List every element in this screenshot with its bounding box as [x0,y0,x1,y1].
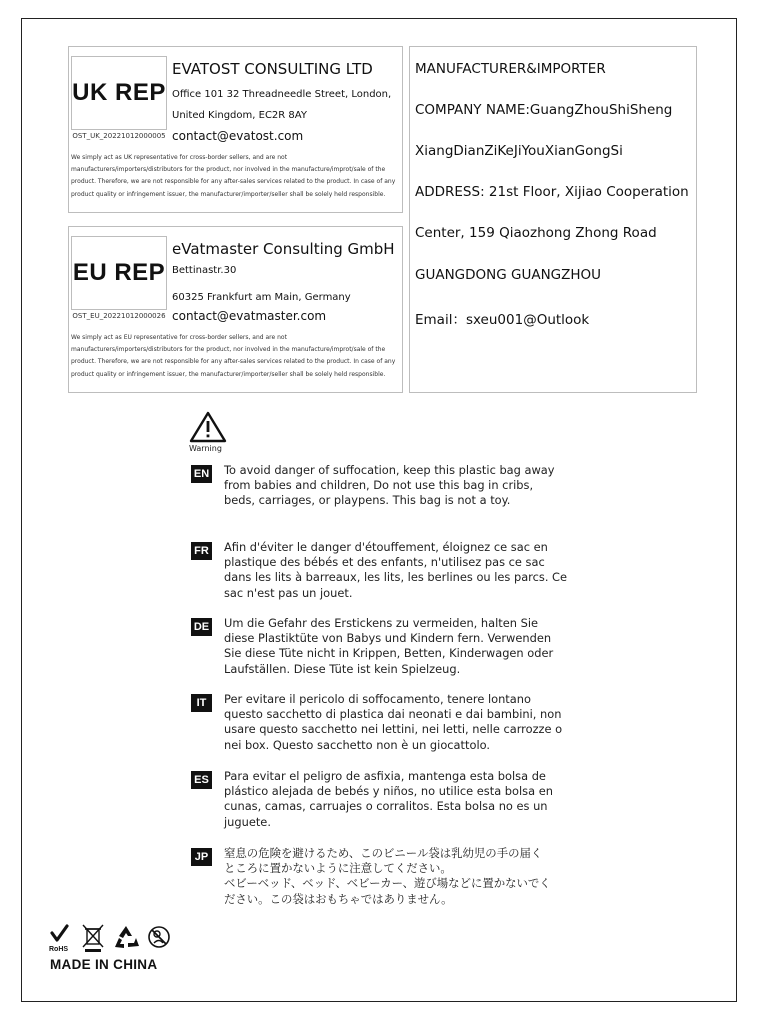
made-in-china: MADE IN CHINA [50,957,158,972]
lang-text-it: Per evitare il pericolo di soffocamento, tenere lontano questo sacchetto di plastica dai neonati e dai bambini, non usare questo sacchetto nei lettini, nei letti, nelle carrozze o nei box. Questo sacchetto non è un giocattolo. [224,692,563,752]
manufacturer-email: Email：sxeu001@Outlook [415,312,590,328]
lang-badge-it: IT [191,694,212,712]
uk-rep-disclaimer: We simply act as UK representative for cross-border sellers, and are not manufacturers/importers/distributors for the product, nor involved in the manufacture/improt/sale of the product. Therefore, we are not responsible for any after-sales services related to the product. In case of any product quality or infringement issuer, the manufacturer/importer/seller shall be solely held responsible. [71,154,396,198]
weee-bin-icon [83,925,103,952]
manufacturer-box [409,46,697,393]
lang-badge-en: EN [191,465,212,483]
lang-text-fr: Afin d'éviter le danger d'étouffement, éloignez ce sac en plastique des bébés et des enfants, n'utilisez pas ce sac dans les lits à barreaux, les lits, les berlines ou les parcs. Ce sac n'est pas un jouet. [224,540,568,600]
recycle-icon [115,926,139,948]
uk-rep-company: EVATOST CONSULTING LTD [172,60,373,78]
lang-badge-es: ES [191,771,212,789]
eu-rep-logo: EU REP [71,236,167,310]
uk-rep-address-line: United Kingdom, EC2R 8AY [172,110,307,121]
manufacturer-line: XiangDianZiKeJiYouXianGongSi [415,143,623,159]
eu-rep-disclaimer: We simply act as EU representative for cross-border sellers, and are not manufacturers/importers/distributors for the product, nor involved in the manufacture/improt/sale of the product. Therefore, we are not responsible for any after-sales services related to the product. In case of any product quality or infringement issuer, the manufacturer/importer/seller shall be solely held responsible. [71,334,396,378]
rohs-label: RoHS [49,946,69,953]
manufacturer-line: GUANGDONG GUANGZHOU [415,267,602,283]
lang-text-de: Um die Gefahr des Erstickens zu vermeiden, halten Sie diese Plastiktüte von Babys und Kindern fern. Verwenden Sie diese Tüte nicht in Krippen, Betten, Kinderwagen oder Laufställen. Diese Tüte ist kein Spielzeug. [224,616,554,676]
warning-triangle-icon [189,411,227,443]
manufacturer-line: Center, 159 Qiaozhong Zhong Road [415,225,657,241]
lang-badge-jp: JP [191,848,212,866]
rohs-icon [49,926,68,953]
eu-rep-email: contact@evatmaster.com [172,309,327,323]
uk-rep-logo: UK REP [71,56,167,130]
lang-badge-fr: FR [191,542,212,560]
uk-rep-id: OST_UK_20221012000005 [72,132,166,140]
eu-rep-company: eVatmaster Consulting GmbH [172,240,395,258]
lang-text-jp: 窒息の危険を避けるため、このビニール袋は乳幼児の手の届く ところに置かないように注意してください。 ベビーベッド、ベッド、ベビーカー、遊び場などに置かないでく ださい。この袋はおもちゃではありません。 [224,846,551,906]
manufacturer-line: COMPANY NAME:GuangZhouShiSheng [415,102,673,118]
lang-badge-de: DE [191,618,212,636]
manufacturer-line: ADDRESS: 21st Floor, Xijiao Cooperation [415,184,689,200]
uk-rep-email: contact@evatost.com [172,129,304,143]
eu-rep-address-line: Bettinastr.30 [172,265,237,276]
eu-rep-address-line: 60325 Frankfurt am Main, Germany [172,292,351,303]
manufacturer-line: MANUFACTURER&IMPORTER [415,61,606,77]
eu-rep-id: OST_EU_20221012000026 [72,312,166,320]
eu-rep-box [68,226,403,393]
lang-text-en: To avoid danger of suffocation, keep this plastic bag away from babies and children, Do not use this bag in cribs, beds, carriages, or playpens. This bag is not a toy. [224,463,555,508]
certification-icons [48,924,178,954]
warning-block [189,411,229,453]
uk-rep-box [68,46,403,213]
lang-text-es: Para evitar el peligro de asfixia, mantenga esta bolsa de plástico alejada de bebés y niños, no utilice esta bolsa en cunas, camas, carruajes o corralitos. Esta bolsa no es un juguete. [224,769,553,829]
uk-rep-address-line: Office 101 32 Threadneedle Street, London, [172,89,392,100]
no-small-parts-icon [149,927,169,947]
warning-label: Warning [189,444,222,453]
